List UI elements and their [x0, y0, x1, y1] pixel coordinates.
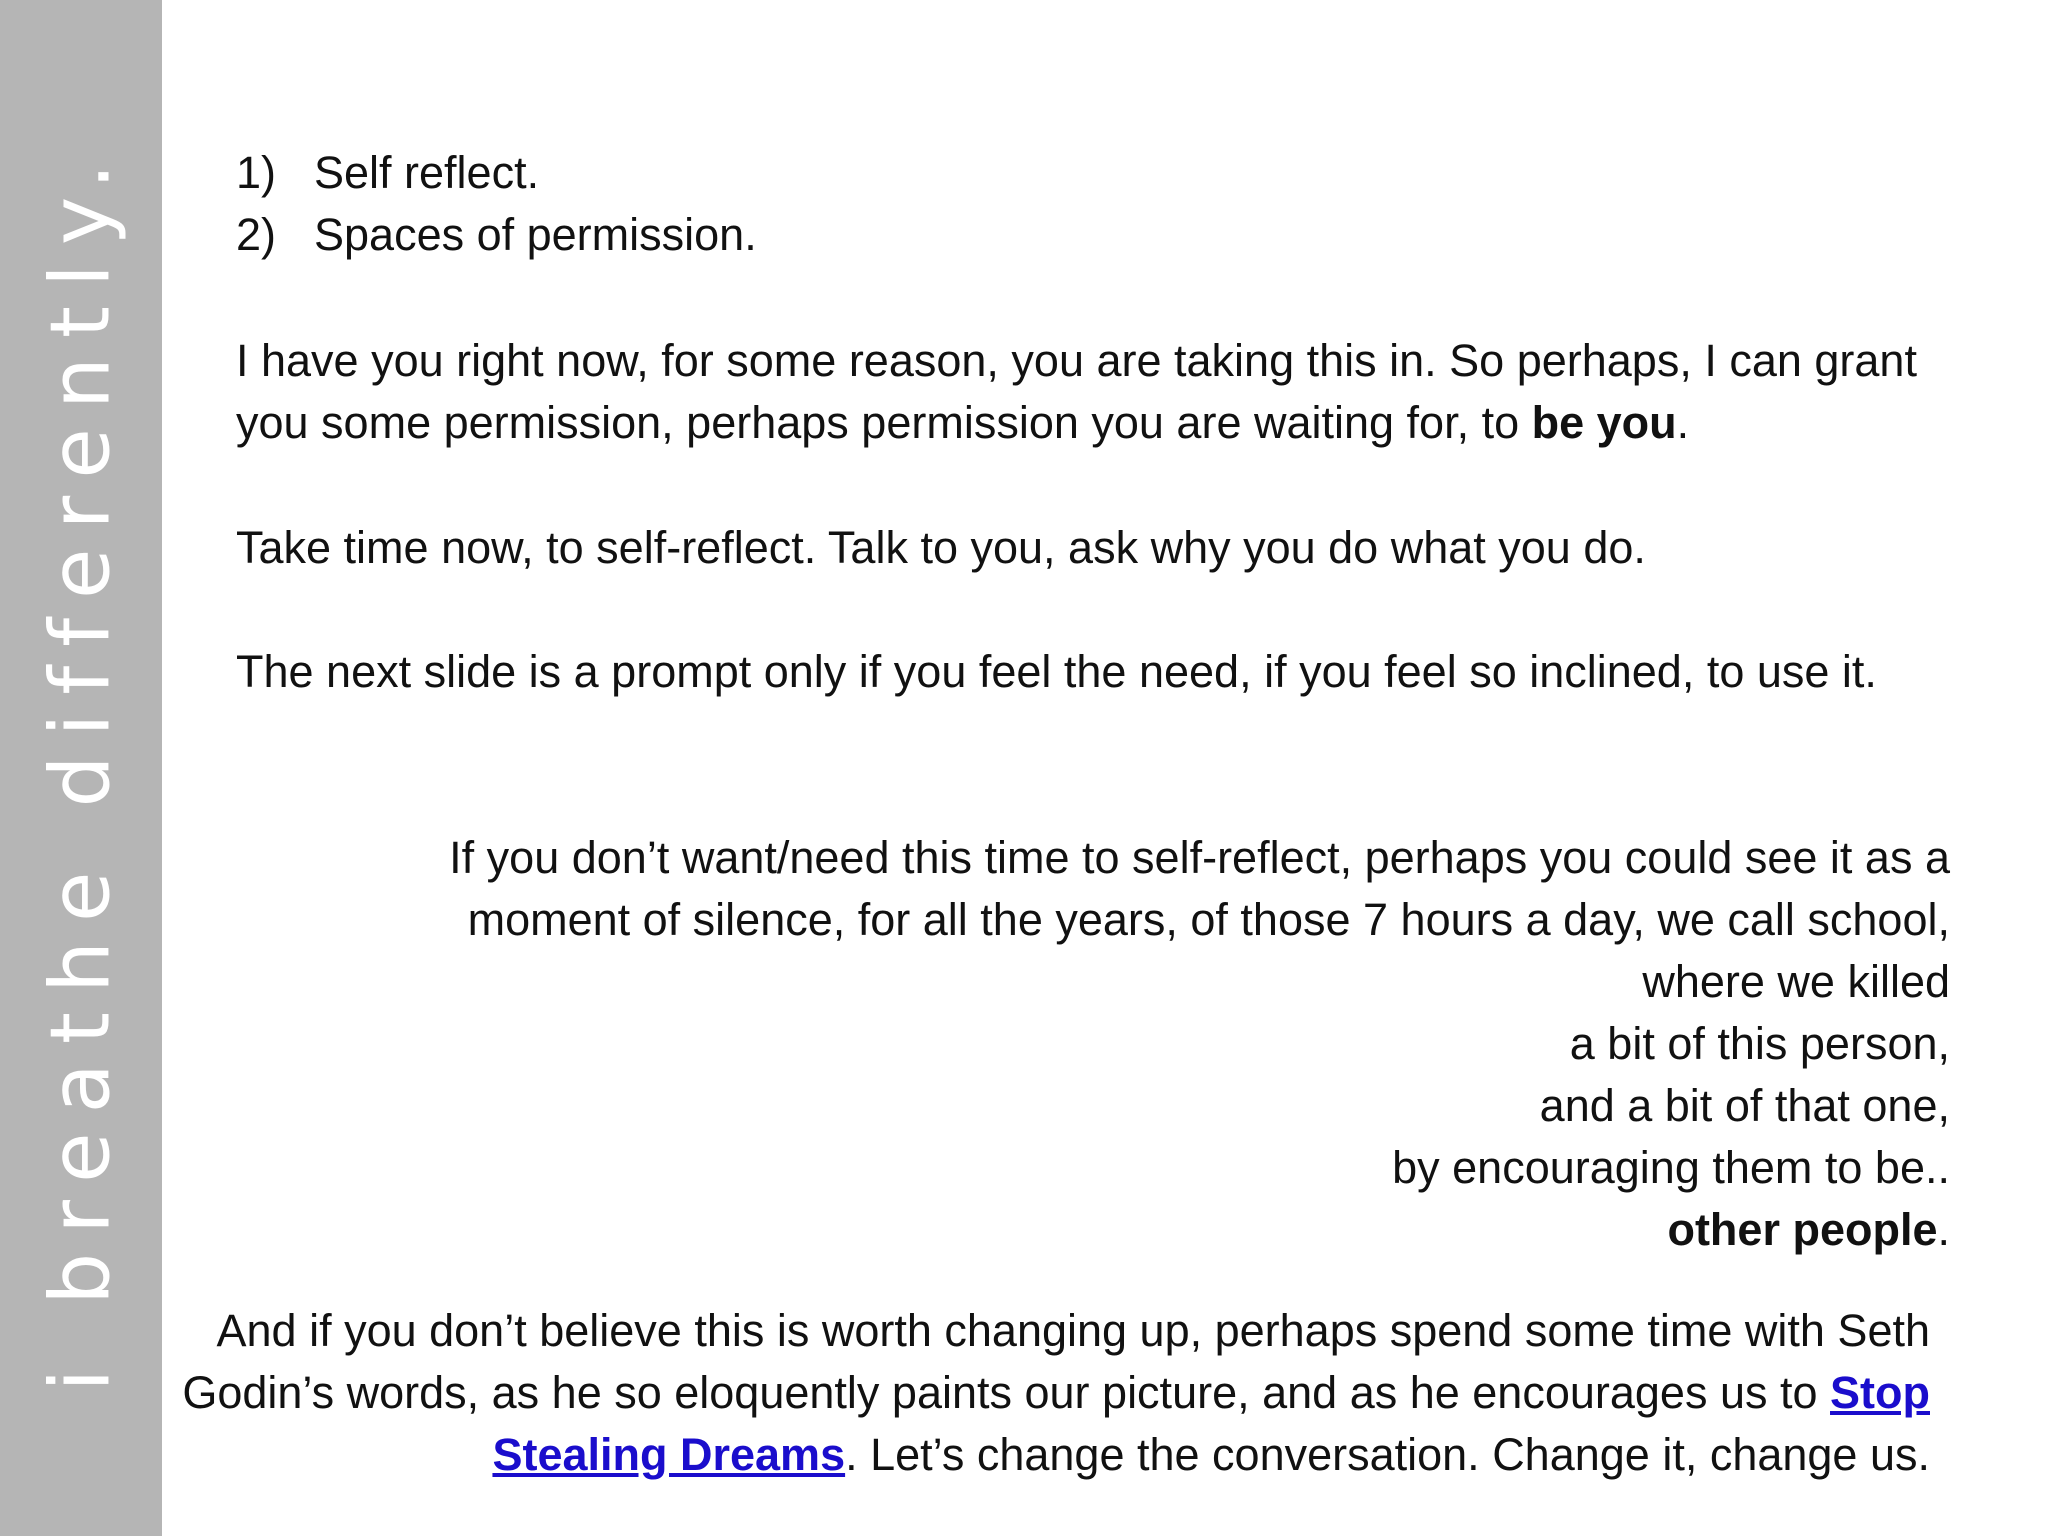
quote-line-end: .	[1937, 1204, 1950, 1255]
list-text: Self reflect.	[314, 147, 540, 198]
permission-text: I have you right now, for some reason, you are taking this in. So perhaps, I can grant you some permission, perhaps permission you are waiting for, to	[236, 335, 1917, 448]
permission-paragraph	[236, 330, 1956, 454]
quote-line: and a bit of that one,	[1539, 1080, 1950, 1131]
permission-end: .	[1676, 397, 1690, 448]
list-item	[236, 204, 1936, 266]
sidebar-tagline: i breathe differently.	[33, 144, 129, 1392]
list-text: Spaces of permission.	[314, 209, 757, 260]
list-number: 2)	[236, 209, 277, 260]
closing-end: . Let’s change the conversation. Change it, change us.	[845, 1429, 1930, 1480]
numbered-list	[236, 142, 1936, 266]
next-slide-paragraph: The next slide is a prompt only if you feel the need, if you feel so inclined, to use it.	[236, 646, 1877, 697]
closing-paragraph	[100, 1300, 1930, 1486]
quote-line: a bit of this person,	[1569, 1018, 1950, 1069]
quote-line	[350, 1199, 1950, 1261]
quote-line: If you don’t want/need this time to self-reflect, perhaps you could see it as a	[449, 832, 1950, 883]
list-item	[236, 142, 1936, 204]
silence-quote	[350, 827, 1950, 1261]
be-you-emphasis: be you	[1531, 397, 1677, 448]
list-number: 1)	[236, 147, 277, 198]
quote-line: by encouraging them to be..	[1392, 1142, 1950, 1193]
quote-line: where we killed	[1642, 956, 1950, 1007]
quote-line: moment of silence, for all the years, of those 7 hours a day, we call school,	[467, 894, 1950, 945]
stop-stealing-dreams-link[interactable]: Stop Stealing Dreams	[492, 1367, 1930, 1480]
closing-text: And if you don’t believe this is worth changing up, perhaps spend some time with Seth Godin’s words, as he so eloquently paints our picture, and as he encourages us to	[182, 1305, 1930, 1418]
other-people-emphasis: other people	[1667, 1204, 1938, 1255]
self-reflect-paragraph: Take time now, to self-reflect. Talk to you, ask why you do what you do.	[236, 522, 1646, 573]
